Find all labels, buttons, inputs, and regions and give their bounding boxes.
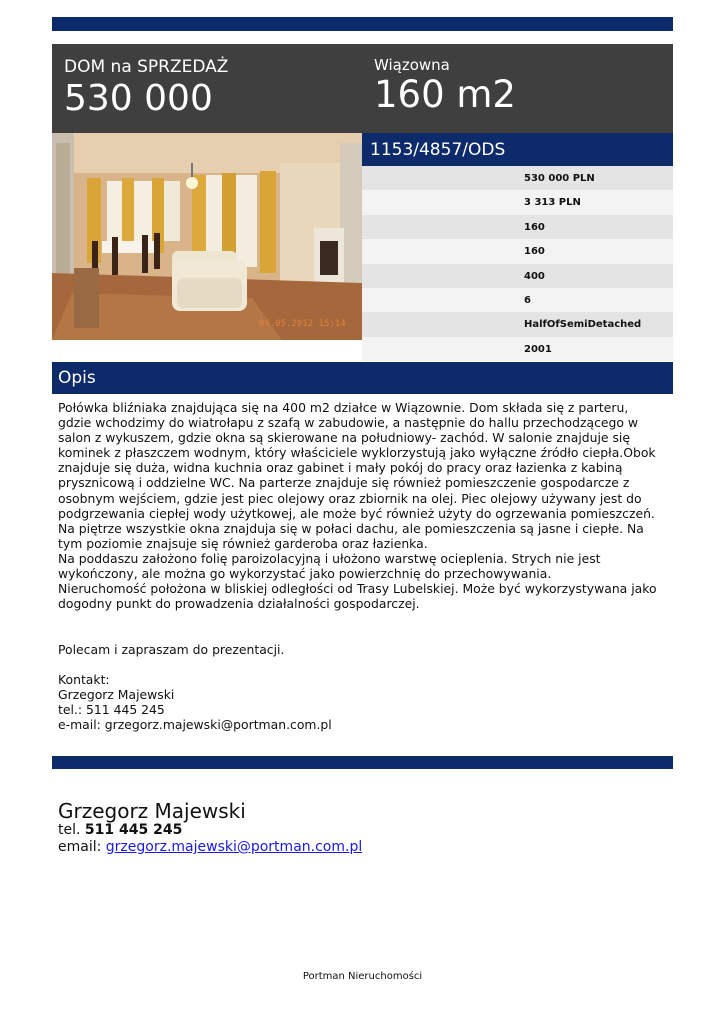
- detail-row: [362, 312, 673, 336]
- detail-row: [362, 190, 673, 214]
- property-area: 160 m2: [374, 73, 516, 116]
- top-accent-bar: [52, 17, 673, 31]
- agent-phone-label: tel.: [58, 822, 81, 838]
- detail-value: 160: [524, 221, 545, 233]
- detail-row: [362, 239, 673, 263]
- detail-row: [362, 166, 673, 190]
- photo-timestamp: 04.05.2012 15:14: [259, 319, 346, 329]
- agent-email: [58, 839, 362, 855]
- description-heading: Opis: [58, 368, 96, 388]
- detail-value: 160: [524, 246, 545, 258]
- detail-row: [362, 264, 673, 288]
- footer-company: Portman Nieruchomości: [302, 971, 423, 982]
- detail-row: [362, 288, 673, 312]
- agent-email-link[interactable]: grzegorz.majewski@portman.com.pl: [105, 839, 363, 855]
- details-table: [362, 166, 673, 361]
- detail-value: 400: [524, 270, 545, 282]
- description-heading-bar: [52, 362, 673, 394]
- detail-value: 3 313 PLN: [524, 197, 581, 209]
- detail-value: 6: [524, 294, 531, 306]
- bottom-accent-bar: [52, 756, 673, 769]
- agent-name: Grzegorz Majewski: [58, 799, 246, 823]
- property-price: 530 000: [64, 78, 213, 119]
- listing-id: 1153/4857/ODS: [370, 140, 506, 160]
- detail-value: 530 000 PLN: [524, 173, 595, 184]
- property-type: DOM na SPRZEDAŻ: [64, 57, 229, 77]
- listing-id-bar: [362, 133, 673, 166]
- agent-email-label: email:: [58, 839, 102, 855]
- detail-value: HalfOfSemiDetached: [524, 319, 642, 331]
- detail-value: 2001: [524, 343, 552, 355]
- agent-phone-number[interactable]: 511 445 245: [84, 822, 183, 838]
- agent-phone: [58, 822, 182, 838]
- listing-header: [52, 44, 673, 133]
- description-text: Połówka bliźniaka znajdująca się na 400 m2 działce w Wiązownie. Dom składa się z parteru, gdzie wchodzimy do wiatrołapu z szafą w zabudowie, a następnie do hallu przechodzącego w salon z wykuszem, gdzie okna są skierowane na południowy- zachód. W salonie znajduje się kominek z płaszczem wodnym, który właściciele wyklorzystują jako wyłączne źródło ciepła.Obok znajduje się duża, widna kuchnia oraz gabinet i mały pokój do pracy oraz łazienka z kabiną prysznicową i oddzielne WC. Na parterze znajduje się również pomieszczenie gospodarcze z osobnym wejściem, gdzie jest piec olejowy oraz zbiornik na olej. Piec olejowy używany jest do podgrzewania ciepłej wody użytkowej, ale może być również użyty do ogrzewania pomieszczeń. Na piętrze wszystkie okna znajduja się w połaci dachu, ale pomieszczenia są jasne i ciepłe. Na tym poziomie znajsuje się również garderoba oraz łazienka. Na poddaszu założono folię paroizolacyjną i ułożono warstwę ocieplenia. Strych nie jest wykończony, ale można go wykorzystać jako powierzchnię do przechowywania. Nieruchomość położona w bliskiej odległości od Trasy Lubelskiej. Może być wykorzystywana jako dogodny punkt do prowadzenia działalności gospodarczej. Polecam i zapraszam do prezentacji. Kontakt: Grzegorz Majewski tel.: 511 445 245 e-mail: grzegorz.majewski@portman.com.pl: [58, 400, 657, 732]
- detail-row: [362, 215, 673, 239]
- property-photo[interactable]: [52, 133, 362, 340]
- property-city: Wiązowna: [374, 56, 450, 74]
- detail-row: [362, 337, 673, 361]
